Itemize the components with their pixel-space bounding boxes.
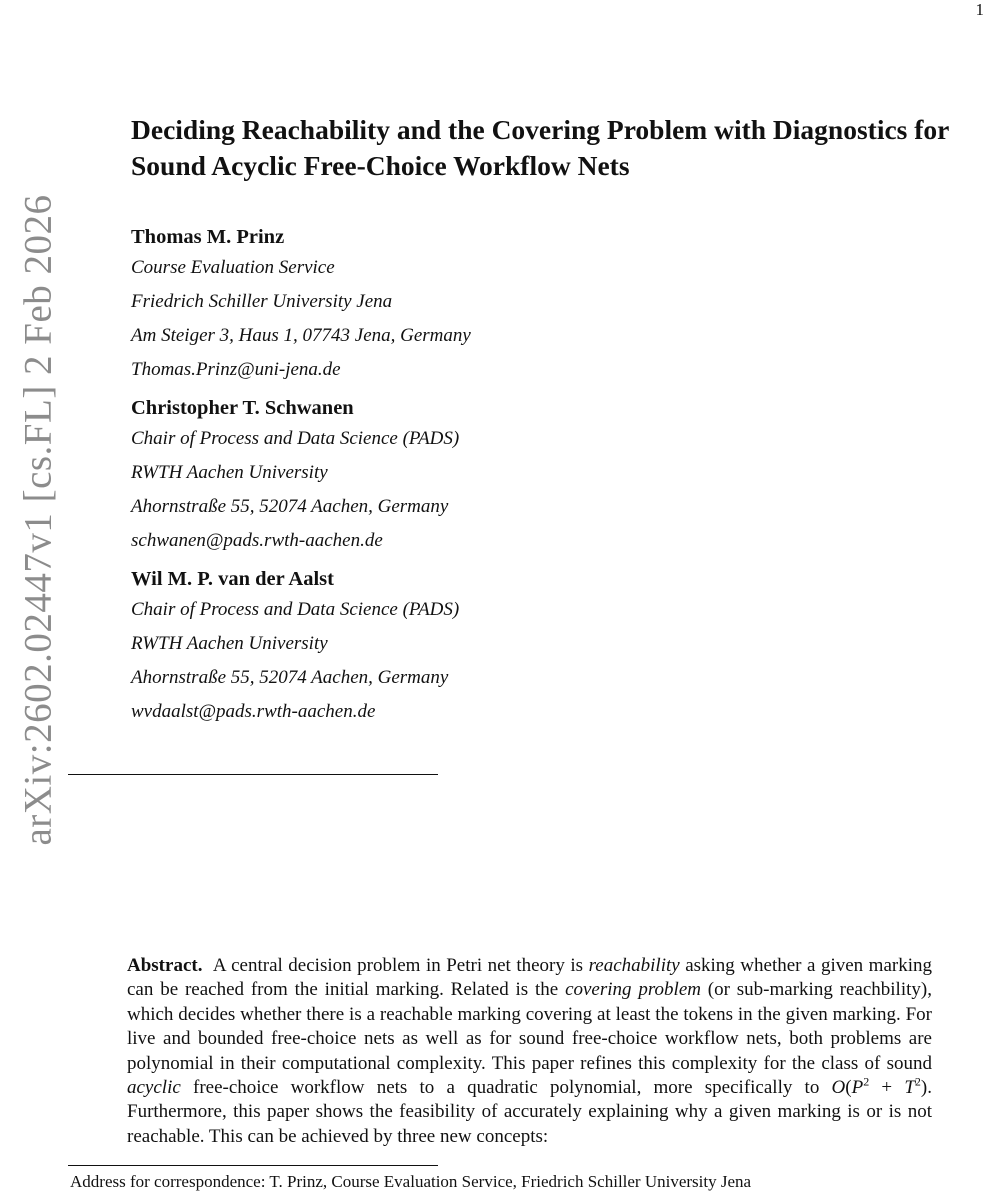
author-affiliation-line: Friedrich Schiller University Jena — [131, 291, 393, 312]
abstract-text: (or sub-marking reachbility), which decides whether there is a reachable marking covering at least the tokens in the given marking. For live and bounded free-choice nets as well as for sound free-choice workflow nets, both problems are polynomial in their computational complexity. This paper refines this complexity for the class of sound — [127, 979, 932, 1074]
math-symbol: ( — [845, 1077, 852, 1099]
abstract-emphasis: covering problem — [565, 979, 701, 1001]
author-email: schwanen@pads.rwth-aachen.de — [131, 530, 383, 551]
abstract-emphasis: acyclic — [127, 1077, 181, 1099]
abstract-label: Abstract. — [127, 955, 203, 976]
math-symbol: ) — [920, 1077, 928, 1099]
abstract-paragraph — [127, 954, 932, 1149]
author-address-line: Ahornstraße 55, 52074 Aachen, Germany — [131, 496, 449, 517]
horizontal-rule — [68, 774, 438, 775]
abstract-emphasis: reachability — [588, 955, 680, 976]
math-exponent: 2 — [914, 1074, 921, 1089]
abstract-text: . Furthermore, this paper shows the feasibility of accurately explaining why a given marking is or is not reachable. This can be achieved by three new concepts: — [127, 1077, 932, 1147]
math-symbol: T — [904, 1077, 915, 1099]
author-affiliation-line: Chair of Process and Data Science (PADS) — [131, 428, 460, 449]
author-affiliation-line: RWTH Aachen University — [131, 462, 328, 483]
abstract-text: asking whether a given marking can be reached from the initial marking. Related is the — [127, 955, 932, 1001]
paper-title: Deciding Reachability and the Covering Problem with Diagnostics for Sound Acyclic Free-Choice Workflow Nets — [131, 114, 949, 181]
abstract-text: free-choice workflow nets to a quadratic polynomial, more specifically to — [180, 1077, 832, 1099]
abstract-text: A central decision problem in Petri net theory is — [212, 955, 589, 976]
math-symbol: O — [831, 1077, 846, 1099]
author-name: Wil M. P. van der Aalst — [131, 568, 334, 590]
footnote-rule — [68, 1165, 438, 1166]
math-symbol: + — [869, 1077, 905, 1099]
correspondence-footnote: Address for correspondence: T. Prinz, Course Evaluation Service, Friedrich Schiller University Jena — [70, 1172, 752, 1191]
author-entry — [131, 222, 731, 387]
author-address-line: Ahornstraße 55, 52074 Aachen, Germany — [131, 667, 449, 688]
author-affiliation-line: Chair of Process and Data Science (PADS) — [131, 599, 460, 620]
arxiv-identifier-stamp: arXiv:2602.02447v1 [cs.FL] 2 Feb 2026 — [16, 194, 60, 846]
author-affiliation-line: RWTH Aachen University — [131, 633, 328, 654]
author-name: Christopher T. Schwanen — [131, 397, 354, 419]
author-affiliation-line: Course Evaluation Service — [131, 257, 335, 278]
author-entry — [131, 393, 731, 558]
author-email: Thomas.Prinz@uni-jena.de — [131, 359, 341, 380]
author-entry — [131, 564, 731, 729]
complexity-formula — [831, 1074, 928, 1099]
math-symbol: P — [851, 1077, 864, 1099]
author-address-line: Am Steiger 3, Haus 1, 07743 Jena, Germany — [131, 325, 471, 346]
page-number: 1 — [975, 0, 984, 19]
math-exponent: 2 — [863, 1074, 870, 1089]
author-email: wvdaalst@pads.rwth-aachen.de — [131, 701, 376, 722]
author-name: Thomas M. Prinz — [131, 226, 285, 248]
author-block — [131, 222, 731, 735]
